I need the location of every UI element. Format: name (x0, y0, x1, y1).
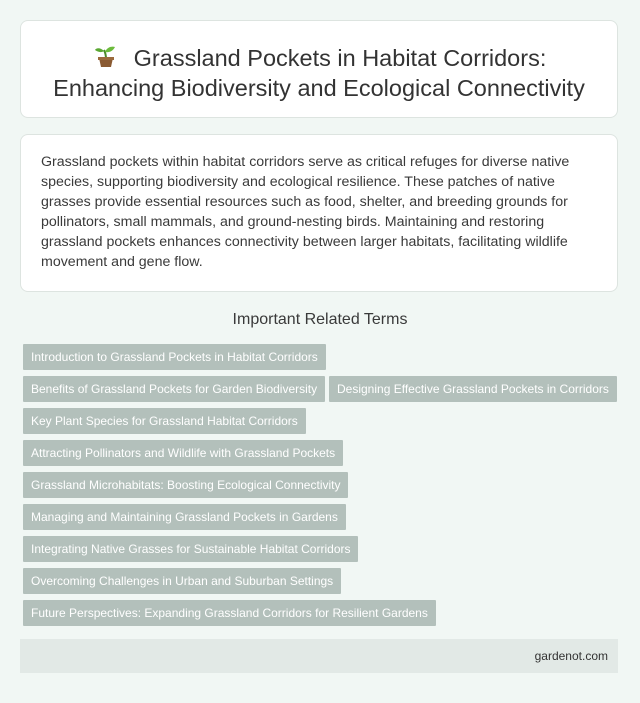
page-title (21, 21, 617, 103)
footer (20, 639, 618, 673)
related-term-link[interactable]: Attracting Pollinators and Wildlife with Grassland Pockets (23, 440, 343, 466)
related-term-link[interactable]: Integrating Native Grasses for Sustainable Habitat Corridors (23, 536, 358, 562)
footer-site-link[interactable]: gardenot.com (534, 649, 608, 663)
description-text: Grassland pockets within habitat corridors serve as critical refuges for diverse native species, supporting biodiversity and ecological resilience. These patches of native grasses provide essential resources such as food, shelter, and breeding grounds for pollinators, small mammals, and ground-nesting birds. Maintaining and restoring grassland pockets enhances connectivity between larger habitats, facilitating wildlife movement and gene flow. (41, 154, 570, 270)
page-title-text: Grassland Pockets in Habitat Corridors: Enhancing Biodiversity and Ecological Connectivity (53, 45, 585, 101)
related-term-link[interactable]: Grassland Microhabitats: Boosting Ecological Connectivity (23, 472, 348, 498)
related-term-link[interactable]: Key Plant Species for Grassland Habitat Corridors (23, 408, 306, 434)
related-term-link[interactable]: Future Perspectives: Expanding Grassland Corridors for Resilient Gardens (23, 600, 436, 626)
related-term-link[interactable]: Introduction to Grassland Pockets in Habitat Corridors (23, 344, 326, 370)
related-term-link[interactable]: Overcoming Challenges in Urban and Suburban Settings (23, 568, 341, 594)
seedling-icon (92, 44, 120, 68)
related-term-link[interactable]: Managing and Maintaining Grassland Pockets in Gardens (23, 504, 346, 530)
related-term-link[interactable]: Benefits of Grassland Pockets for Garden Biodiversity (23, 376, 325, 402)
related-term-link[interactable]: Designing Effective Grassland Pockets in Corridors (329, 376, 617, 402)
related-terms-heading: Important Related Terms (232, 311, 408, 328)
description-card (20, 134, 618, 292)
title-card (20, 20, 618, 118)
